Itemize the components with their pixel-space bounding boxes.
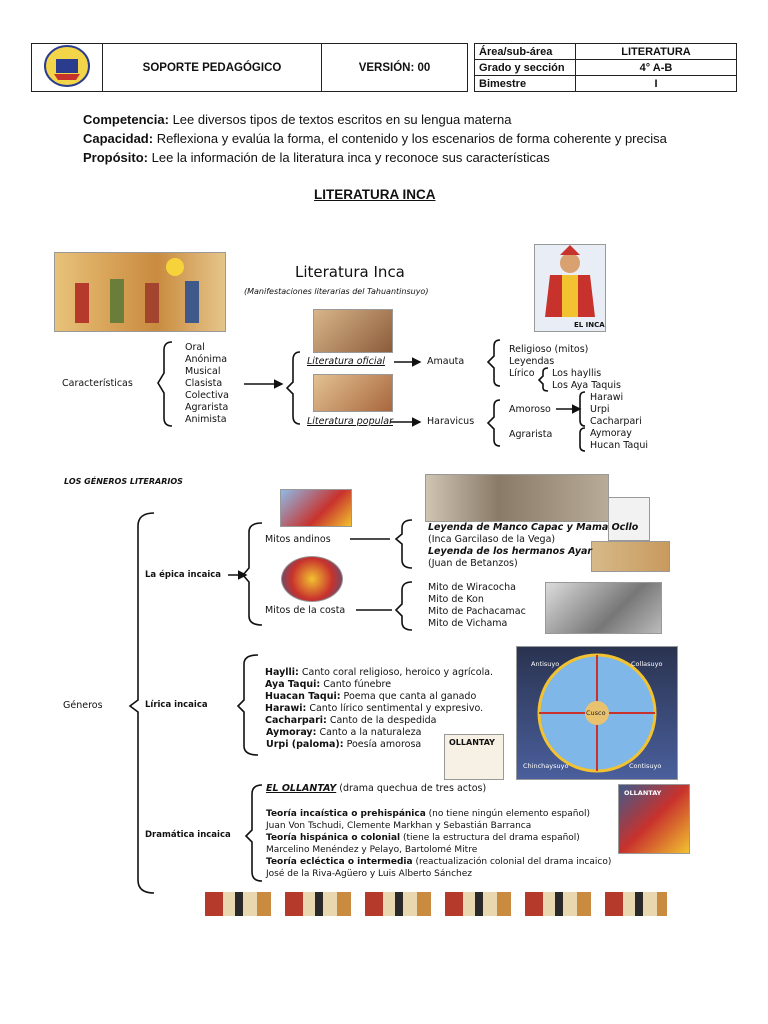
amauta-item: Religioso (mitos) <box>509 344 589 355</box>
trait-item: Musical <box>185 366 221 377</box>
amoroso-item: Cacharpari <box>590 416 642 427</box>
version-cell: VERSIÓN: 00 <box>322 44 468 92</box>
teoria-authors: José de la Riva-Agüero y Luis Alberto Sánchez <box>266 869 473 879</box>
leyenda-source: (Inca Garcilaso de la Vega) <box>428 534 556 545</box>
mito-item: Mito de Wiracocha <box>428 582 516 593</box>
meta-label: Área/sub-área <box>475 44 576 60</box>
lirica-def: Canto fúnebre <box>320 679 392 690</box>
amauta-item: Lírico <box>509 368 535 379</box>
page-title: LITERATURA INCA <box>314 187 436 202</box>
lirica-def: Canto a la naturaleza <box>316 727 422 738</box>
literatura-popular-label: Literatura popular <box>307 416 393 427</box>
lirica-label: Lírica incaica <box>145 700 208 710</box>
leyenda-title: Leyenda de los hermanos Ayar <box>428 546 593 557</box>
teoria-desc: (no tiene ningún elemento español) <box>425 809 590 819</box>
bracket-dramatica <box>246 785 262 881</box>
meta-value: 4° A-B <box>576 60 737 76</box>
mito-item: Mito de Vichama <box>428 618 508 629</box>
lirica-term: Harawi: <box>265 703 307 714</box>
el-inca-label: EL INCA <box>574 321 605 329</box>
trait-item: Colectiva <box>185 390 229 401</box>
literatura-oficial-label: Literatura oficial <box>307 356 385 367</box>
ollantay-desc: (drama quechua de tres actos) <box>336 783 487 794</box>
suyo-label: Antisuyo <box>531 660 560 668</box>
bracket-mitos <box>396 582 412 630</box>
capacidad-text: Reflexiona y evalúa la forma, el contenido y los escenarios de forma coherente y precisa <box>153 131 667 146</box>
lirica-def: Canto coral religioso, heroico y agrícola. <box>298 667 494 678</box>
bracket-epica <box>243 523 262 625</box>
meta-value: LITERATURA <box>576 44 737 60</box>
soporte-cell: SOPORTE PEDAGÓGICO <box>103 44 322 92</box>
trait-item: Anónima <box>185 354 228 365</box>
proposito-label: Propósito: <box>83 150 148 165</box>
trait-item: Animista <box>185 414 227 425</box>
lirica-term: Haylli: <box>265 667 299 678</box>
lirica-term: Aya Taqui: <box>265 679 321 690</box>
proposito-text: Lee la información de la literatura inca y reconoce sus características <box>148 150 550 165</box>
meta-value: I <box>576 76 737 92</box>
bracket-lirica <box>238 655 258 755</box>
bracket-haravicus <box>488 400 500 446</box>
trait-item: Oral <box>185 342 205 353</box>
bracket-amauta <box>488 340 500 386</box>
caracteristicas-label: Características <box>62 378 133 389</box>
teoria-desc: (reactualización colonial del drama incaico) <box>412 857 612 867</box>
generos-heading: LOS GÉNEROS LITERARIOS <box>64 477 183 486</box>
ollantay-title: EL OLLANTAY <box>266 783 337 794</box>
amauta-item: Leyendas <box>509 356 555 367</box>
lirica-term: Huacan Taqui: <box>265 691 341 702</box>
lirica-def: Canto de la despedida <box>326 715 437 726</box>
dramatica-label: Dramática incaica <box>145 830 231 840</box>
amoroso-item: Harawi <box>590 392 624 403</box>
lirica-term: Cacharpari: <box>265 715 327 726</box>
haravicus-label: Haravicus <box>427 416 475 427</box>
mito-item: Mito de Pachacamac <box>428 606 526 617</box>
teoria-authors: Juan Von Tschudi, Clemente Markhan y Sebastián Barranca <box>266 821 532 831</box>
agrarista-item: Hucan Taqui <box>590 440 648 451</box>
teoria-name: Teoría incaística o prehispánica <box>266 809 426 819</box>
suyo-label: Collasuyo <box>631 660 663 668</box>
bracket-leyendas <box>396 520 412 568</box>
mitos-andinos-label: Mitos andinos <box>265 534 331 545</box>
lirica-term: Aymoray: <box>266 727 317 738</box>
ollantay-portrait-label: OLLANTAY <box>624 789 662 797</box>
generos-label: Géneros <box>63 700 103 711</box>
meta-label: Grado y sección <box>475 60 576 76</box>
lirica-def: Canto lírico sentimental y expresivo. <box>306 703 484 714</box>
ollantay-image-label: OLLANTAY <box>449 738 495 747</box>
suyo-label: Cusco <box>586 709 606 717</box>
leyenda-source: (Juan de Betanzos) <box>428 558 518 569</box>
amoroso-item: Urpi <box>590 404 610 415</box>
epica-label: La épica incaica <box>145 570 222 580</box>
competencia-label: Competencia: <box>83 112 169 127</box>
amauta-label: Amauta <box>427 356 465 367</box>
suyo-label: Chinchaysuyo <box>523 762 569 770</box>
amoroso-label: Amoroso <box>509 404 551 415</box>
agrarista-item: Aymoray <box>590 428 632 439</box>
agrarista-label: Agrarista <box>509 429 553 440</box>
lirica-term: Urpi (paloma): <box>266 739 344 750</box>
bracket-amoroso <box>580 392 585 426</box>
map1-subtitle: (Manifestaciones literarias del Tahuantinsuyo) <box>244 287 429 296</box>
bracket-generos <box>130 513 154 893</box>
teoria-authors: Marcelino Menéndez y Pelayo, Bartolomé Mitre <box>266 845 478 855</box>
teoria-name: Teoría ecléctica o intermedia <box>266 857 413 867</box>
bracket-lirico <box>539 368 548 391</box>
bracket-traits <box>158 342 172 426</box>
competencia-text: Lee diversos tipos de textos escritos en su lengua materna <box>168 112 512 127</box>
teoria-desc: (tiene la estructura del drama español) <box>400 833 580 843</box>
bracket-agrarista <box>580 428 585 451</box>
trait-item: Agrarista <box>185 402 229 413</box>
mitos-costa-label: Mitos de la costa <box>265 605 346 616</box>
lirica-def: Poesía amorosa <box>343 739 422 750</box>
trait-item: Clasista <box>185 378 223 389</box>
mito-item: Mito de Kon <box>428 594 484 605</box>
lirico-item: Los Aya Taquis <box>552 380 621 391</box>
capacidad-label: Capacidad: <box>83 131 154 146</box>
map1-title: Literatura Inca <box>295 263 405 281</box>
lirico-item: Los hayllis <box>552 368 602 379</box>
lirica-def: Poema que canta al ganado <box>340 691 477 702</box>
teoria-name: Teoría hispánica o colonial <box>266 833 401 843</box>
meta-label: Bimestre <box>475 76 576 92</box>
suyo-label: Contisuyo <box>629 762 662 770</box>
leyenda-title: Leyenda de Manco Capac y Mama Ocllo <box>428 522 639 533</box>
bracket-literatura <box>287 352 300 424</box>
